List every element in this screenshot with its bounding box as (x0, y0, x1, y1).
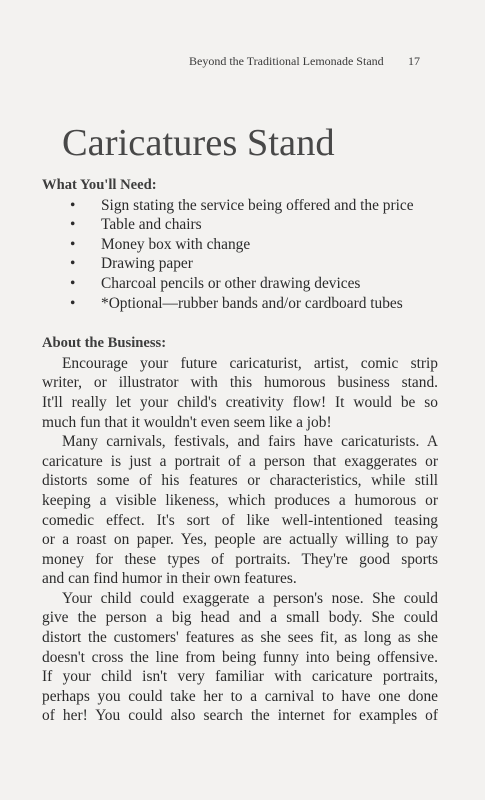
list-item (42, 294, 438, 314)
list-item-text: Money box with change (101, 235, 251, 253)
list-item-text: *Optional—rubber bands and/or cardboard tubes (101, 294, 403, 312)
page-body (42, 176, 438, 726)
list-item-text: Drawing paper (101, 255, 193, 273)
text-line: writer, or illustrator with this humorous business stand. (42, 374, 438, 392)
list-item (42, 196, 438, 216)
text-line: give the person a big head and a small body. She could (42, 609, 438, 627)
text-line: Many carnivals, festivals, and fairs have caricaturists. A (62, 433, 438, 451)
text-line: caricature is just a portrait of a person that exaggerates or (42, 452, 438, 470)
bullet-icon: • (70, 274, 76, 292)
text-line: keeping a visible likeness, which produces a humorous or (42, 491, 438, 509)
chapter-title: Caricatures Stand (62, 122, 335, 164)
text-line: perhaps you could take her to a carnival to have one done (42, 687, 438, 705)
list-item (42, 274, 438, 294)
paragraph (42, 589, 438, 726)
paragraph (42, 432, 438, 589)
bullet-icon: • (70, 235, 76, 253)
page-number: 17 (408, 54, 420, 68)
text-line: much fun that it wouldn't even seem like a job! (42, 413, 332, 431)
list-item (42, 215, 438, 235)
needs-list (42, 196, 438, 314)
list-item-text: Table and chairs (101, 216, 202, 234)
list-item-text: Charcoal pencils or other drawing devices (101, 274, 361, 292)
needs-heading: What You'll Need: (42, 177, 157, 193)
list-item (42, 235, 438, 255)
text-line: Your child could exaggerate a person's nose. She could (62, 589, 438, 607)
list-item-text: Sign stating the service being offered and the price (101, 196, 414, 214)
text-line: distorts some of his features or characteristics, while still (42, 472, 438, 490)
text-line: doesn't cross the line from being funny into being offensive. (42, 648, 438, 666)
text-line: of her! You could also search the internet for examples of (42, 707, 438, 725)
text-line: and can find humor in their own features. (42, 570, 297, 588)
paragraph (42, 354, 438, 432)
running-head-title: Beyond the Traditional Lemonade Stand (189, 54, 384, 68)
text-line: comedic effect. It's sort of like well-intentioned teasing (42, 511, 438, 529)
bullet-icon: • (70, 196, 76, 214)
list-item (42, 254, 438, 274)
text-line: It'll really let your child's creativity flow! It would be so (42, 393, 438, 411)
text-line: or a roast on paper. Yes, people are actually willing to pay (42, 531, 438, 549)
bullet-icon: • (70, 294, 76, 312)
about-heading: About the Business: (42, 335, 167, 352)
text-line: money for these types of portraits. They're good sports (42, 550, 438, 568)
text-line: distort the customers' features as she sees fit, as long as she (42, 629, 438, 647)
text-line: Encourage your future caricaturist, artist, comic strip (62, 354, 438, 372)
bullet-icon: • (70, 255, 76, 273)
text-line: If your child isn't very familiar with caricature portraits, (42, 668, 438, 686)
bullet-icon: • (70, 216, 76, 234)
